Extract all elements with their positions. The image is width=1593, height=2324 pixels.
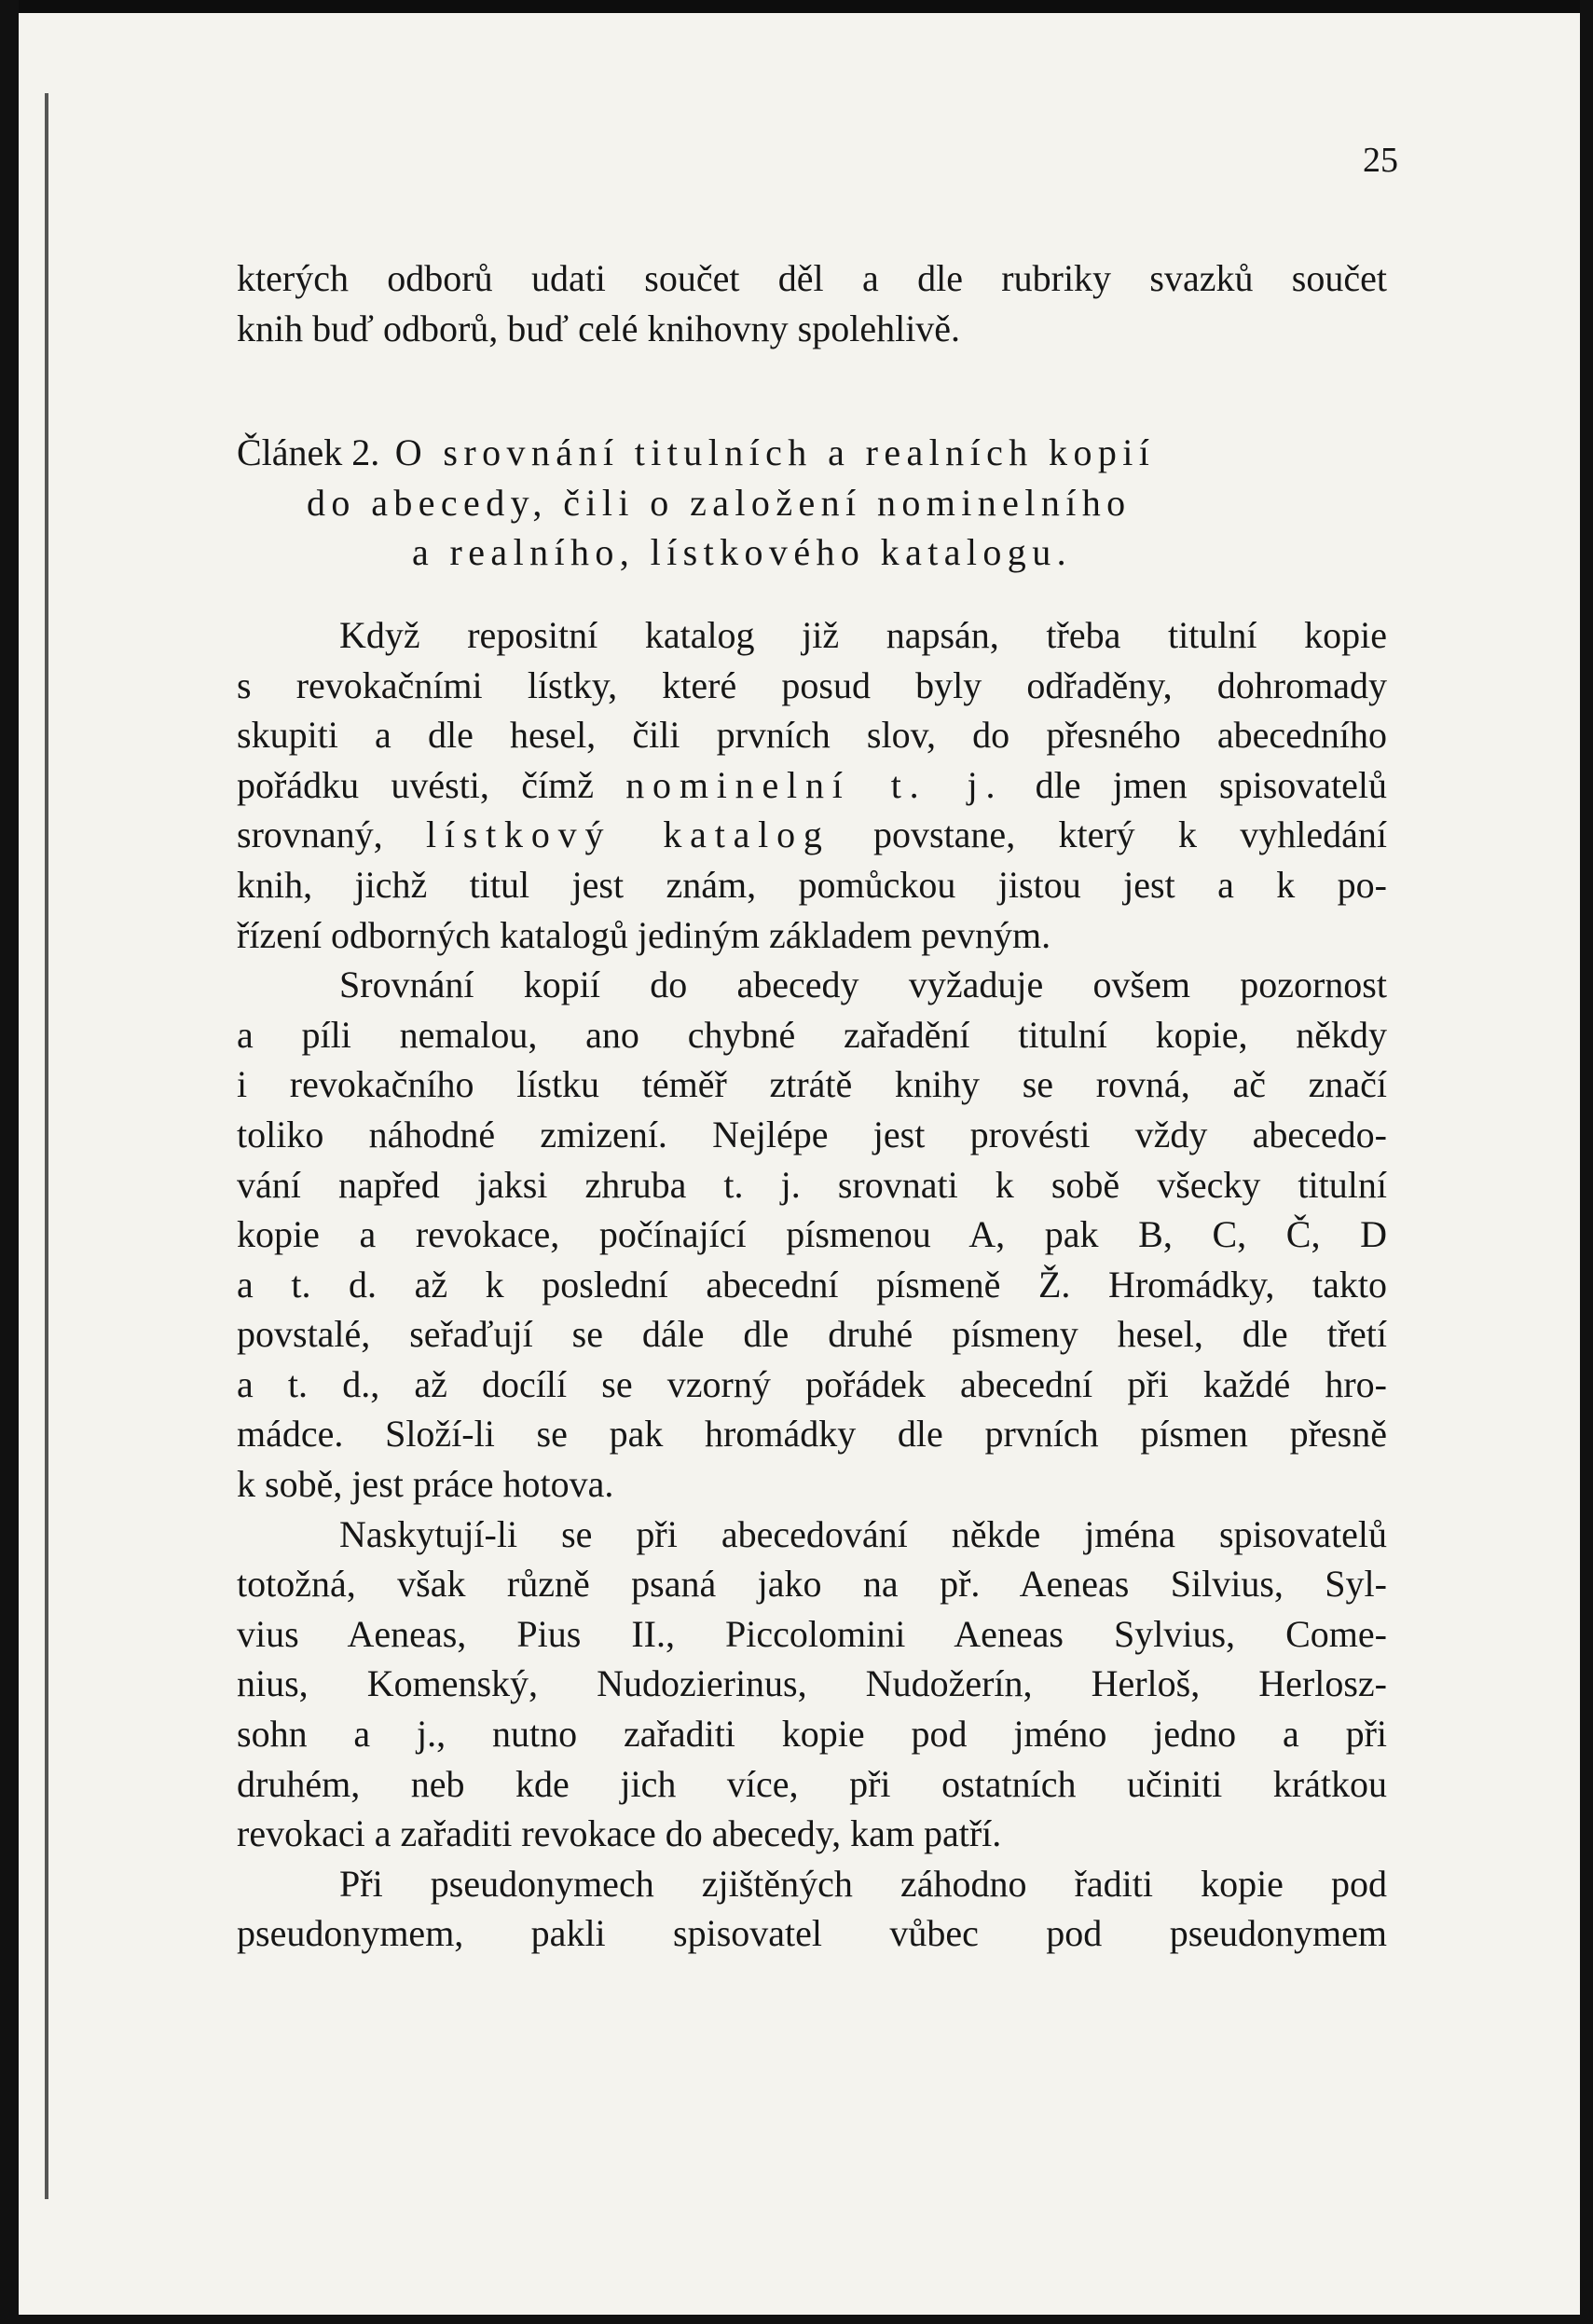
intro-paragraph xyxy=(237,253,1387,353)
text-line: totožná, však různě psaná jako na př. Aeneas Silvius, Syl- xyxy=(237,1563,1387,1606)
article-heading xyxy=(237,428,1387,578)
text-line: a píli nemalou, ano chybné zařadění titulní kopie, někdy xyxy=(237,1013,1387,1056)
text-line: revokaci a zařaditi revokace do abecedy, kam patří. xyxy=(237,1812,1002,1855)
text-line: Když repositní katalog již napsán, třeba titulní kopie xyxy=(339,613,1387,656)
scan-edge-left xyxy=(0,0,19,2324)
article-label: Článek 2. xyxy=(237,431,380,474)
paragraph-4 xyxy=(237,1859,1387,1959)
text-line: s revokačními lístky, které posud byly odřaděny, dohromady xyxy=(237,663,1387,706)
text-line: k sobě, jest práce hotova. xyxy=(237,1463,614,1506)
page-number: 25 xyxy=(1363,141,1398,180)
page-text xyxy=(237,253,1387,1959)
text-line: nius, Komenský, Nudozierinus, Nudožerín, Herloš, Herlosz- xyxy=(237,1662,1387,1705)
text-line: Srovnání kopií do abecedy vyžaduje ovšem pozornost xyxy=(339,964,1387,1006)
binding-line xyxy=(45,93,48,2199)
text-line: Při pseudonymech zjištěných záhodno řaditi kopie pod xyxy=(339,1862,1387,1905)
text-line: skupiti a dle hesel, čili prvních slov, do přesného abecedního xyxy=(237,714,1387,757)
text-line: knih, jichž titul jest znám, pomůckou jistou jest a k po- xyxy=(237,863,1387,906)
text-line xyxy=(237,810,1387,860)
text-line: knih buď odborů, buď celé knihovny spolehlivě. xyxy=(237,307,961,349)
paragraph-1 xyxy=(237,610,1387,960)
text-fragment: povstane, který k vyhledání xyxy=(830,813,1388,856)
text-line: mádce. Složí-li se pak hromádky dle prvních písmen přesně xyxy=(237,1413,1387,1456)
paragraph-3 xyxy=(237,1510,1387,1859)
text-line: Naskytují-li se při abecedování někde jména spisovatelů xyxy=(339,1512,1387,1555)
text-line: řízení odborných katalogů jediným základem pevným. xyxy=(237,913,1051,956)
heading-line: do abecedy, čili o založení nominelního xyxy=(307,481,1132,524)
paragraph-2 xyxy=(237,960,1387,1510)
scan-edge-right xyxy=(1580,0,1593,2324)
text-line: vius Aeneas, Pius II., Piccolomini Aeneas Sylvius, Come- xyxy=(237,1612,1387,1655)
text-line: vání napřed jaksi zhruba t. j. srovnati k sobě všecky titulní xyxy=(237,1163,1387,1206)
text-line: kopie a revokace, počínající písmenou A, pak B, C, Č, D xyxy=(237,1213,1387,1256)
text-fragment: dle jmen spisovatelů xyxy=(1003,763,1387,806)
article-title-part: O srovnání titulních a realních kopií xyxy=(394,431,1156,474)
scan-edge-bottom xyxy=(0,2315,1593,2324)
text-line: kterých odborů udati součet děl a dle rubriky svazků součet xyxy=(237,257,1387,299)
heading-line xyxy=(237,428,1387,478)
text-line: i revokačního lístku téměř ztrátě knihy se rovná, ač značí xyxy=(237,1063,1387,1106)
text-line: druhém, neb kde jich více, při ostatních učiniti krátkou xyxy=(237,1762,1387,1805)
spaced-term: nominelní t. j. xyxy=(625,763,1004,806)
text-line: sohn a j., nutno zařaditi kopie pod jméno jedno a při xyxy=(237,1713,1387,1756)
scan-edge-top xyxy=(0,0,1593,13)
text-line: a t. d. až k poslední abecední písmeně Ž. Hromádky, takto xyxy=(237,1263,1387,1306)
text-line: pseudonymem, pakli spisovatel vůbec pod pseudonymem xyxy=(237,1912,1387,1955)
spaced-term: lístkový katalog xyxy=(425,813,831,856)
text-line xyxy=(237,760,1387,811)
text-line: povstalé, seřaďují se dále dle druhé písmeny hesel, dle třetí xyxy=(237,1313,1387,1356)
heading-line: a realního, lístkového katalogu. xyxy=(412,531,1073,574)
text-fragment: pořádku uvésti, čímž xyxy=(237,763,626,806)
text-fragment: srovnaný, xyxy=(237,813,426,856)
text-line: toliko náhodné zmizení. Nejlépe jest provésti vždy abecedo- xyxy=(237,1113,1387,1155)
text-line: a t. d., až docílí se vzorný pořádek abecední při každé hro- xyxy=(237,1362,1387,1405)
